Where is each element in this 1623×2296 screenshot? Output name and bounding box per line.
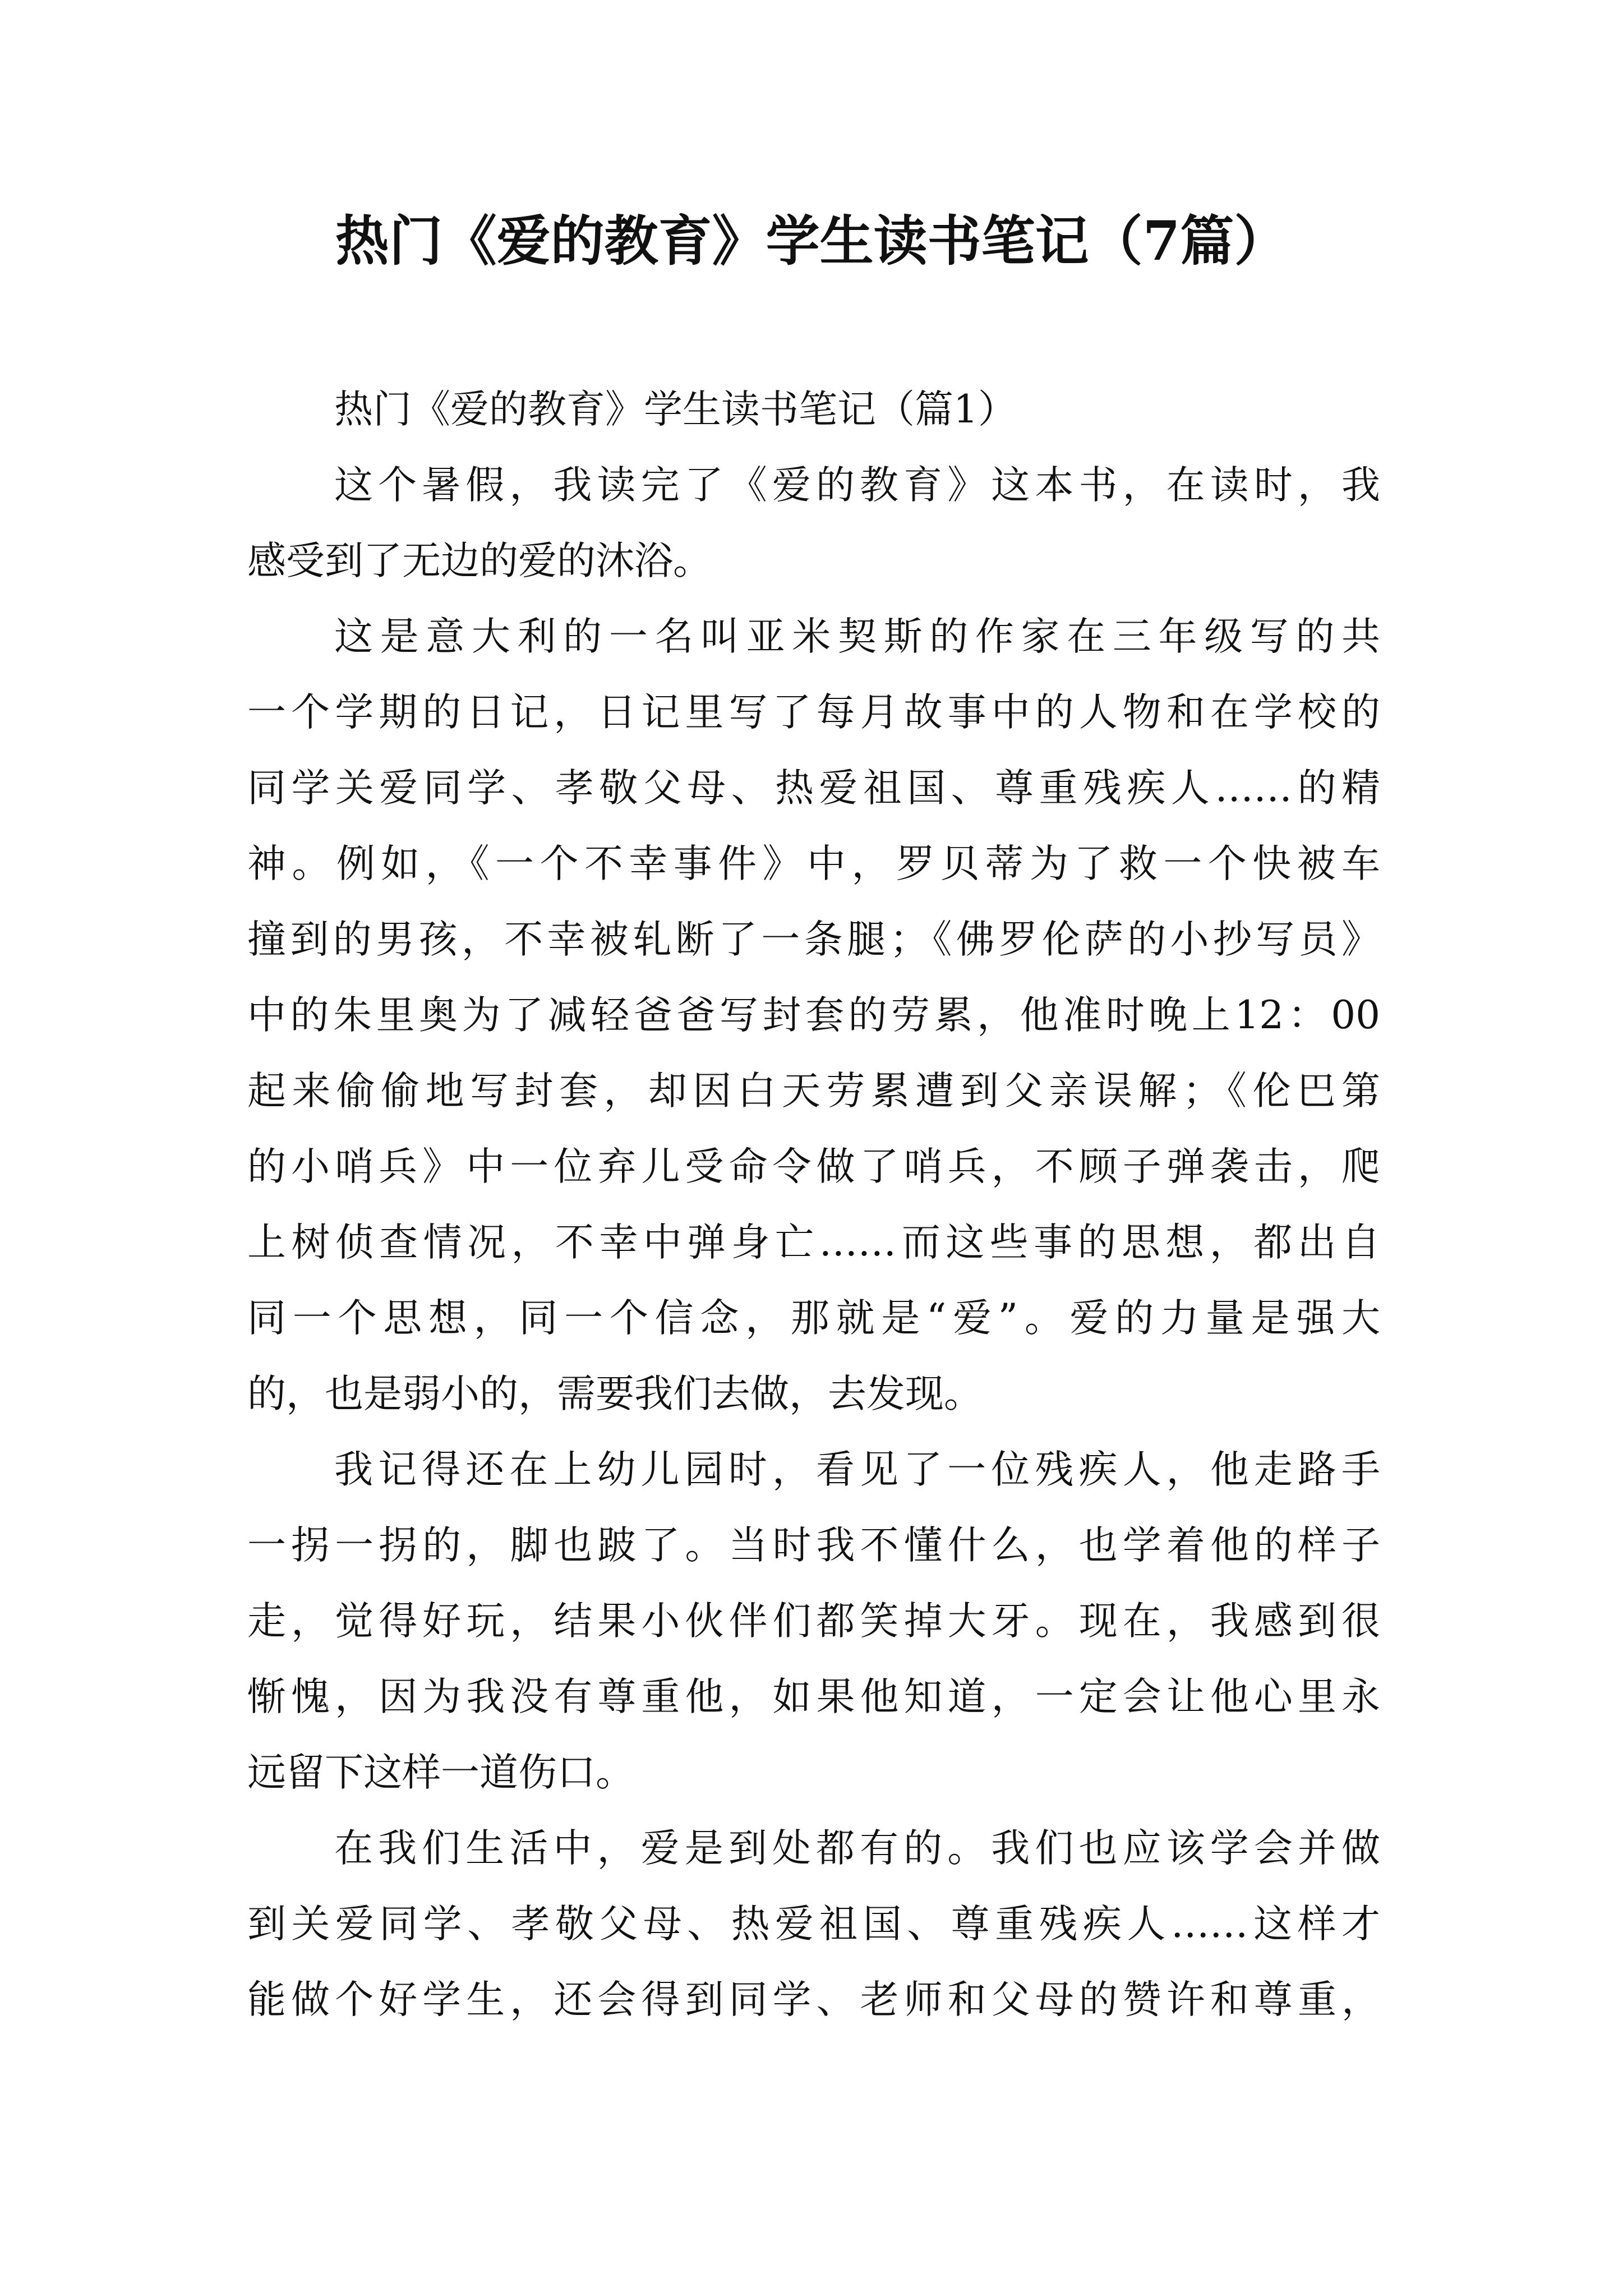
paragraph-line: 这是意大利的一名叫亚米契斯的作家在三年级写的共	[334, 614, 1380, 659]
paragraph-line: 我记得还在上幼儿园时，看见了一位残疾人，他走路手	[334, 1447, 1380, 1492]
paragraph-line: 同一个思想，同一个信念，那就是“爱”。爱的力量是强大	[247, 1296, 1380, 1341]
paragraph-line: 撞到的男孩，不幸被轧断了一条腿；《佛罗伦萨的小抄写员》	[247, 917, 1380, 962]
paragraph-line: 中的朱里奥为了减轻爸爸写封套的劳累，他准时晚上12：00	[247, 993, 1380, 1038]
paragraph-line: 同学关爱同学、孝敬父母、热爱祖国、尊重残疾人……的精	[247, 766, 1380, 811]
section-heading: 热门《爱的教育》学生读书笔记（篇1）	[334, 387, 1017, 432]
paragraph-line: 走，觉得好玩，结果小伙伴们都笑掉大牙。现在，我感到很	[247, 1599, 1380, 1644]
paragraph-line: 一个学期的日记，日记里写了每月故事中的人物和在学校的	[247, 690, 1380, 735]
document-body	[247, 372, 1380, 2038]
paragraph-line: 的，也是弱小的，需要我们去做，去发现。	[247, 1372, 983, 1416]
paragraph-line: 一拐一拐的，脚也跛了。当时我不懂什么，也学着他的样子	[247, 1523, 1380, 1568]
paragraph-line: 这个暑假，我读完了《爱的教育》这本书，在读时，我	[334, 463, 1380, 508]
paragraph-line: 的小哨兵》中一位弃儿受命令做了哨兵，不顾子弹袭击，爬	[247, 1144, 1380, 1189]
paragraph-line: 神。例如，《一个不幸事件》中，罗贝蒂为了救一个快被车	[247, 841, 1380, 886]
paragraph-line: 在我们生活中，爱是到处都有的。我们也应该学会并做	[334, 1826, 1380, 1871]
paragraph-line: 感受到了无边的爱的沐浴。	[247, 539, 712, 583]
paragraph-line: 起来偷偷地写封套，却因白天劳累遭到父亲误解；《伦巴第	[247, 1069, 1380, 1114]
paragraph-line: 远留下这样一道伤口。	[247, 1750, 634, 1795]
document-title: 热门《爱的教育》学生读书笔记（7篇）	[335, 209, 1288, 273]
paragraph-line: 惭愧，因为我没有尊重他，如果他知道，一定会让他心里永	[247, 1674, 1380, 1719]
paragraph-line: 能做个好学生，还会得到同学、老师和父母的赞许和尊重，	[247, 1977, 1380, 2022]
paragraph-line: 上树侦查情况，不幸中弹身亡……而这些事的思想，都出自	[247, 1220, 1380, 1265]
paragraph-line: 到关爱同学、孝敬父母、热爱祖国、尊重残疾人……这样才	[247, 1902, 1380, 1947]
